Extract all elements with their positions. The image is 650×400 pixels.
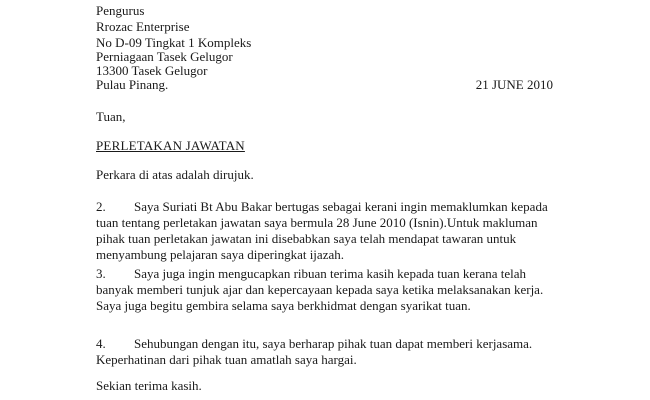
paragraph-text: Sehubungan dengan itu, saya berharap pihak tuan dapat memberi kerjasama.: [134, 336, 533, 351]
paragraph-number: 3.: [96, 266, 106, 281]
paragraph-line: [96, 336, 556, 352]
paragraph-text: Saya Suriati Bt Abu Bakar bertugas sebagai kerani ingin memaklumkan kepada: [134, 199, 548, 214]
paragraph-4: [96, 336, 556, 368]
recipient-line: Pulau Pinang.: [96, 77, 169, 92]
closing-line: Sekian terima kasih.: [96, 378, 202, 393]
opening-line: Perkara di atas adalah dirujuk.: [96, 167, 254, 182]
recipient-line: No D-09 Tingkat 1 Kompleks: [96, 35, 252, 50]
letter-date: 21 JUNE 2010: [475, 77, 553, 92]
paragraph-line: Keperhatinan dari pihak tuan amatlah saya hargai.: [96, 352, 357, 367]
paragraph-line: tuan tentang perletakan jawatan saya bermula 28 June 2010 (Isnin).Untuk makluman: [96, 215, 538, 230]
recipient-line: Pengurus: [96, 3, 145, 18]
paragraph-3: [96, 266, 556, 314]
paragraph-line: pihak tuan perletakan jawatan ini disebabkan saya telah mendapat tawaran untuk: [96, 231, 517, 246]
paragraph-number: 4.: [96, 336, 106, 351]
paragraph-number-text: [96, 199, 548, 215]
salutation: Tuan,: [96, 109, 126, 124]
paragraph-text: Saya juga ingin mengucapkan ribuan terima kasih kepada tuan kerana telah: [134, 266, 527, 281]
paragraph-line: Saya juga begitu gembira selama saya berkhidmat dengan syarikat tuan.: [96, 298, 471, 313]
paragraph-2: [96, 199, 556, 263]
paragraph-line: [96, 266, 556, 282]
subject-heading: PERLETAKAN JAWATAN: [96, 138, 245, 153]
paragraph-line: banyak memberi tunjuk ajar dan kepercayaan kepada saya ketika melaksanakan kerja.: [96, 282, 544, 297]
recipient-line: Rrozac Enterprise: [96, 19, 190, 34]
recipient-line: Perniagaan Tasek Gelugor: [96, 49, 233, 64]
paragraph-line: [96, 199, 556, 215]
recipient-line: 13300 Tasek Gelugor: [96, 63, 208, 78]
paragraph-number: 2.: [96, 199, 106, 214]
paragraph-line: menyambung pelajaran saya diperingkat ijazah.: [96, 247, 344, 262]
